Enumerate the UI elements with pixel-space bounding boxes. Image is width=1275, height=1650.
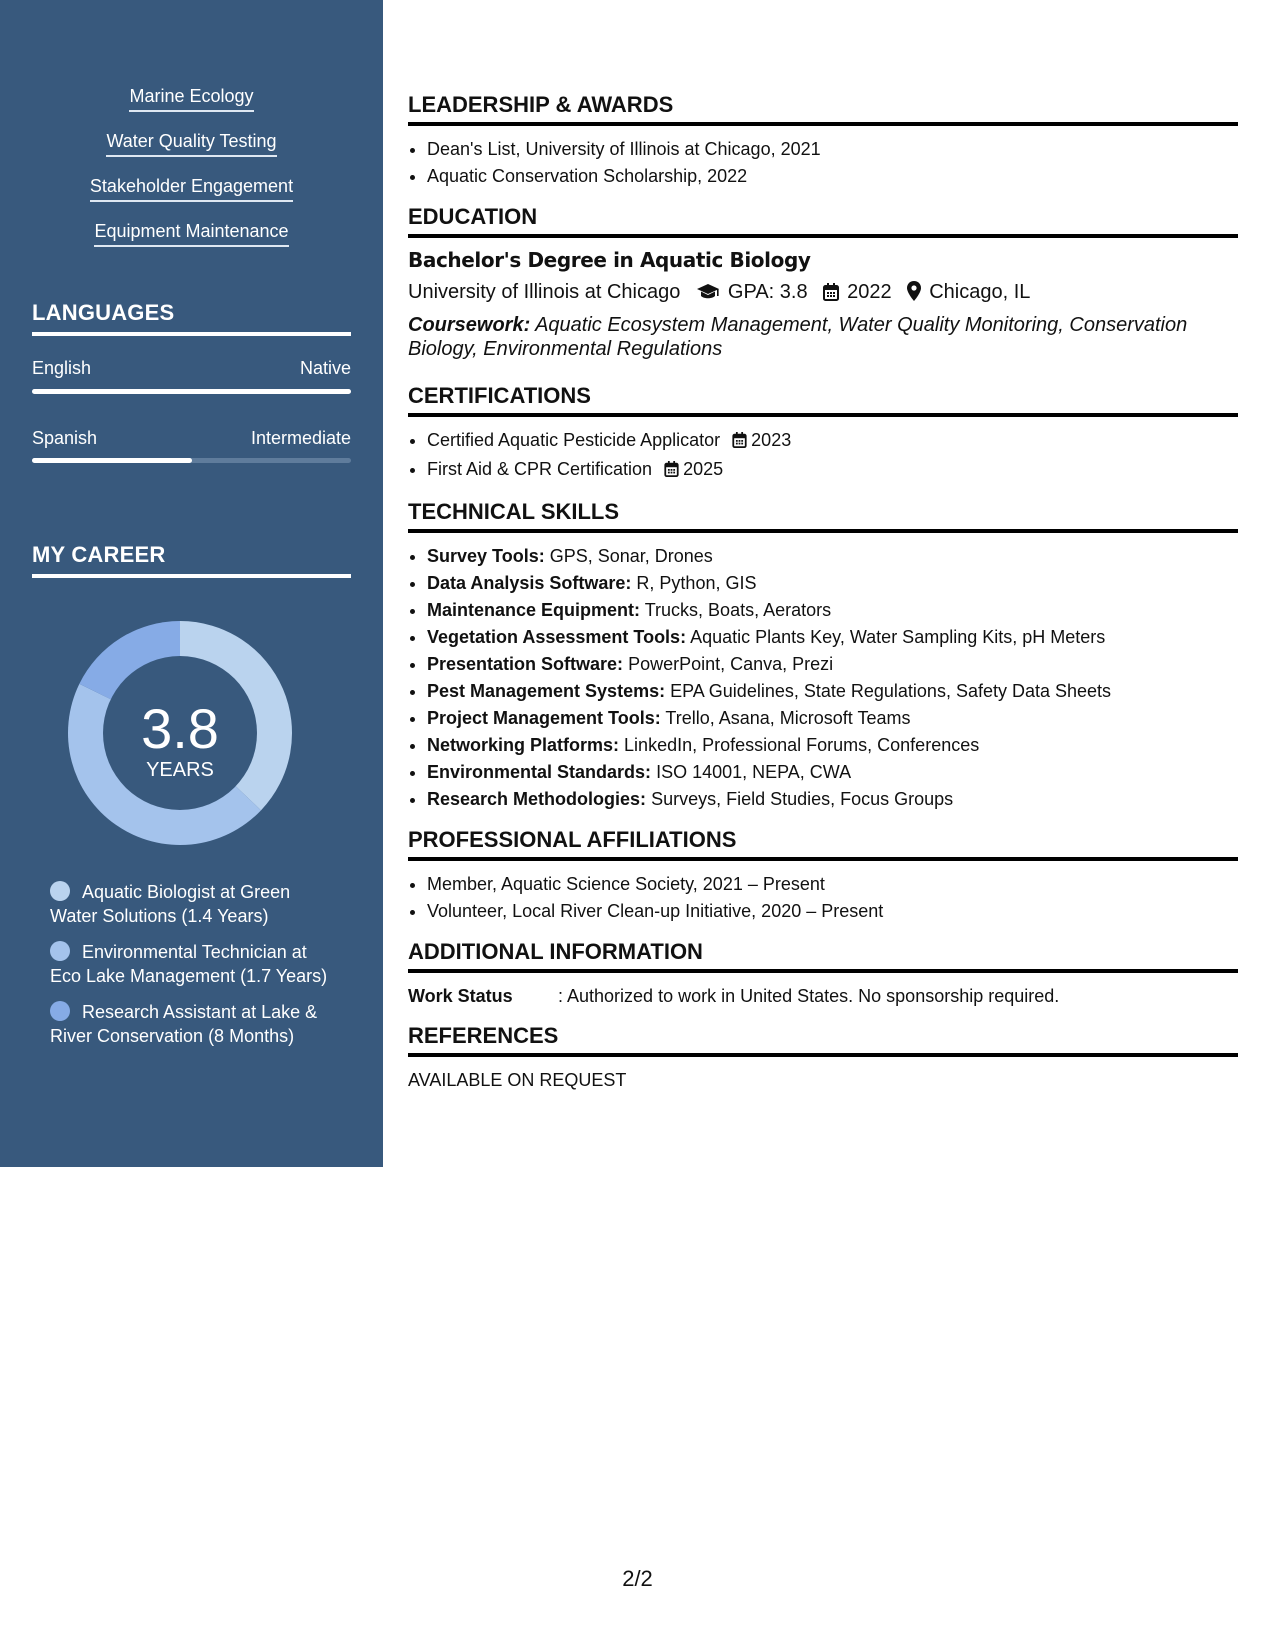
skill-label: Pest Management Systems:: [427, 681, 666, 701]
legend-dot: [50, 881, 70, 901]
language-level: Native: [299, 358, 351, 378]
skill-item: [427, 651, 1238, 678]
graduation-year: 2022: [847, 281, 892, 303]
coursework-text: Aquatic Ecosystem Management, Water Quality Monitoring, Conservation Biology, Environmental Regulations: [408, 314, 1188, 360]
info-value: : Authorized to work in United States. No sponsorship required.: [558, 986, 1060, 1006]
education-section: [408, 204, 1238, 361]
technical-skills-section: [408, 499, 1238, 813]
section-title: PROFESSIONAL AFFILIATIONS: [408, 827, 1238, 861]
gpa: GPA: 3.8: [727, 281, 808, 303]
list-item: • Aquatic Conservation Scholarship, 2022: [427, 163, 1238, 190]
certification-item: [427, 456, 1238, 485]
certification-name: Certified Aquatic Pesticide Applicator: [427, 430, 721, 450]
section-title: ADDITIONAL INFORMATION: [408, 939, 1238, 973]
leadership-section: [408, 92, 1238, 190]
certification-year: 2023: [751, 430, 792, 450]
additional-info-section: [408, 939, 1238, 1009]
legend-dot: [50, 1001, 70, 1021]
language-name: English: [32, 358, 92, 378]
skill-label: Project Management Tools:: [427, 708, 661, 728]
coursework-label: Coursework:: [408, 314, 531, 336]
career-item-label: Environmental Technician at Eco Lake Management (1.7 Years): [50, 942, 328, 986]
skill-tag[interactable]: Water Quality Testing: [106, 131, 276, 157]
legend-dot: [50, 941, 70, 961]
skill-label: Maintenance Equipment:: [427, 600, 641, 620]
career-item: [50, 1000, 330, 1048]
skill-label: Research Methodologies:: [427, 789, 647, 809]
career-list: [50, 880, 330, 1060]
career-unit: YEARS: [146, 759, 214, 781]
skill-item: [427, 597, 1238, 624]
calendar-icon: [732, 429, 747, 456]
references-text: AVAILABLE ON REQUEST: [408, 1070, 627, 1090]
info-label: Work Status: [408, 986, 513, 1006]
certification-year: 2025: [683, 459, 724, 479]
language-level: Intermediate: [250, 428, 351, 448]
language-bar: [32, 389, 351, 394]
skill-value: Aquatic Plants Key, Water Sampling Kits, pH Meters: [690, 627, 1106, 647]
skill-label: Vegetation Assessment Tools:: [427, 627, 687, 647]
coursework: [408, 313, 1238, 361]
skill-item: [427, 705, 1238, 732]
career-total: 3.8: [141, 697, 219, 760]
skill-label: Survey Tools:: [427, 546, 545, 566]
section-title: CERTIFICATIONS: [408, 383, 1238, 417]
references-section: [408, 1023, 1238, 1093]
language-row: [32, 428, 351, 449]
skill-label: Environmental Standards:: [427, 762, 652, 782]
skill-item: [427, 624, 1238, 651]
skill-value: R, Python, GIS: [636, 573, 757, 593]
education-meta: [408, 278, 1238, 309]
certification-name: First Aid & CPR Certification: [427, 459, 653, 479]
skill-value: LinkedIn, Professional Forums, Conferences: [624, 735, 980, 755]
list-item: • Volunteer, Local River Clean-up Initiative, 2020 – Present: [427, 898, 1238, 925]
language-name: Spanish: [32, 428, 98, 448]
section-title: LEADERSHIP & AWARDS: [408, 92, 1238, 126]
skill-value: Trucks, Boats, Aerators: [644, 600, 832, 620]
skill-value: Surveys, Field Studies, Focus Groups: [651, 789, 954, 809]
sidebar: [0, 0, 383, 1167]
career-donut-chart: [65, 618, 295, 848]
language-bar-fill: [32, 389, 351, 394]
skill-value: GPS, Sonar, Drones: [549, 546, 713, 566]
calendar-icon: [823, 281, 839, 309]
education-location: Chicago, IL: [929, 281, 1031, 303]
skill-item: [427, 786, 1238, 813]
skill-value: Trello, Asana, Microsoft Teams: [665, 708, 911, 728]
location-pin-icon: [907, 281, 921, 309]
list-item: • Dean's List, University of Illinois at Chicago, 2021: [427, 136, 1238, 163]
skill-value: ISO 14001, NEPA, CWA: [656, 762, 852, 782]
career-item-label: Research Assistant at Lake & River Conservation (8 Months): [50, 1002, 318, 1046]
degree-title: Bachelor's Degree in Aquatic Biology: [408, 248, 811, 272]
calendar-icon: [664, 458, 679, 485]
section-title: TECHNICAL SKILLS: [408, 499, 1238, 533]
career-heading: MY CAREER: [32, 542, 351, 578]
skill-label: Presentation Software:: [427, 654, 624, 674]
career-item: [50, 880, 330, 928]
skill-tag[interactable]: Marine Ecology: [129, 86, 253, 112]
affiliations-section: [408, 827, 1238, 925]
skill-item: [427, 759, 1238, 786]
skill-tag[interactable]: Equipment Maintenance: [94, 221, 288, 247]
skill-label: Data Analysis Software:: [427, 573, 632, 593]
info-row: [408, 983, 1238, 1009]
career-donut: [65, 618, 295, 848]
certifications-section: [408, 383, 1238, 485]
language-row: [32, 358, 351, 379]
list-item: • Member, Aquatic Science Society, 2021 – Present: [427, 871, 1238, 898]
skill-item: [427, 678, 1238, 705]
graduation-cap-icon: [696, 281, 720, 309]
skill-tag[interactable]: Stakeholder Engagement: [90, 176, 293, 202]
skill-value: PowerPoint, Canva, Prezi: [628, 654, 834, 674]
skills-list: [0, 86, 383, 266]
school-name: University of Illinois at Chicago: [408, 281, 681, 303]
language-bar-fill: [32, 458, 192, 463]
certification-item: [427, 427, 1238, 456]
skill-item: [427, 570, 1238, 597]
section-title: EDUCATION: [408, 204, 1238, 238]
language-bar: [32, 458, 351, 463]
skill-item: [427, 543, 1238, 570]
languages-heading: LANGUAGES: [32, 300, 351, 336]
skill-value: EPA Guidelines, State Regulations, Safety Data Sheets: [670, 681, 1112, 701]
page-number: 2/2: [622, 1566, 653, 1591]
section-title: REFERENCES: [408, 1023, 1238, 1057]
skill-item: [427, 732, 1238, 759]
skill-label: Networking Platforms:: [427, 735, 620, 755]
career-item-label: Aquatic Biologist at Green Water Solutions (1.4 Years): [50, 882, 291, 926]
main-content: [408, 92, 1238, 1107]
career-item: [50, 940, 330, 988]
